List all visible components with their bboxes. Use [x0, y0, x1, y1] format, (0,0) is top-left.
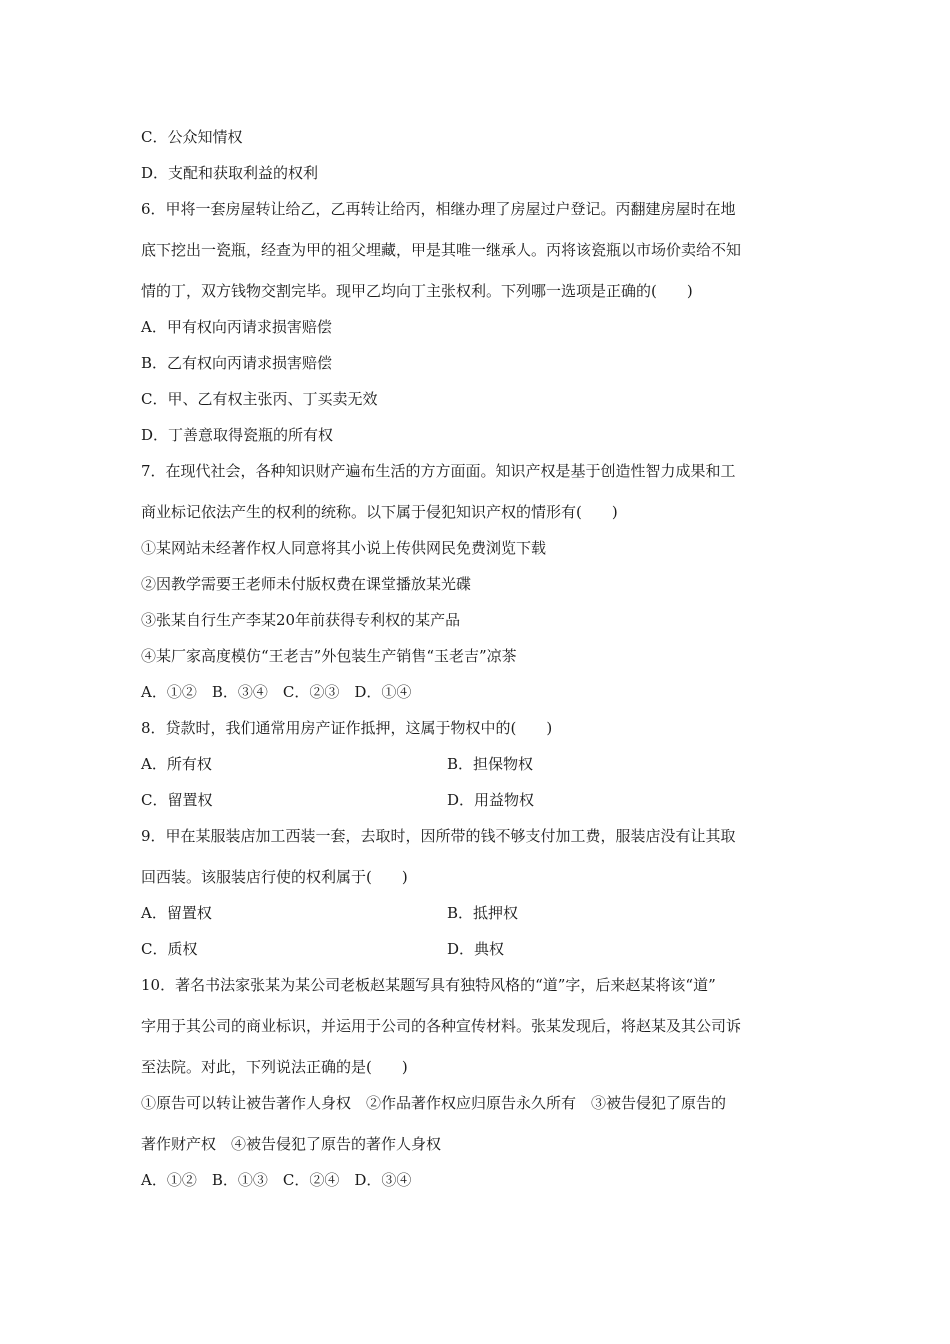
- q8-stem: 8．贷款时，我们通常用房产证作抵押，这属于物权中的( ): [141, 719, 553, 737]
- q10-stem-line-3: 至法院。对此，下列说法正确的是( ): [141, 1058, 408, 1076]
- q5-option-c: C．公众知情权: [141, 128, 243, 146]
- q10-items-line-1: ①原告可以转让被告著作人身权 ②作品著作权应归原告永久所有 ③被告侵犯了原告的: [141, 1094, 727, 1112]
- q7-item-1: ①某网站未经著作权人同意将其小说上传供网民免费浏览下载: [141, 539, 547, 557]
- q5-option-d: D．支配和获取利益的权利: [141, 164, 319, 182]
- q10-stem-line-1: 10．著名书法家张某为某公司老板赵某题写具有独特风格的“道”字，后来赵某将该“道”: [141, 976, 716, 994]
- q6-option-a: A．甲有权向丙请求损害赔偿: [141, 318, 332, 336]
- q6-option-b: B．乙有权向丙请求损害赔偿: [141, 354, 333, 372]
- q10-items-line-2: 著作财产权 ④被告侵犯了原告的著作人身权: [141, 1135, 442, 1153]
- q9-option-c: C．质权: [141, 940, 198, 958]
- q6-stem-line-1: 6．甲将一套房屋转让给乙，乙再转让给丙，相继办理了房屋过户登记。丙翻建房屋时在地: [141, 200, 736, 218]
- q9-stem-line-2: 回西装。该服装店行使的权利属于( ): [141, 868, 408, 886]
- q9-option-d: D．典权: [447, 940, 505, 958]
- q6-option-c: C．甲、乙有权主张丙、丁买卖无效: [141, 390, 378, 408]
- q6-stem-line-2: 底下挖出一瓷瓶，经查为甲的祖父埋藏，甲是其唯一继承人。丙将该瓷瓶以市场价卖给不知: [141, 241, 742, 259]
- q7-answer-options: A．①② B．③④ C．②③ D．①④: [141, 683, 412, 701]
- q8-option-b: B．担保物权: [447, 755, 534, 773]
- q7-stem-line-1: 7．在现代社会，各种知识财产遍布生活的方方面面。知识产权是基于创造性智力成果和工: [141, 462, 736, 480]
- q8-option-c: C．留置权: [141, 791, 213, 809]
- q8-option-d: D．用益物权: [447, 791, 535, 809]
- q10-stem-line-2: 字用于其公司的商业标识，并运用于公司的各种宣传材料。张某发现后，将赵某及其公司诉: [141, 1017, 742, 1035]
- q7-item-3: ③张某自行生产李某20年前获得专利权的某产品: [141, 611, 461, 629]
- q9-option-b: B．抵押权: [447, 904, 519, 922]
- q7-item-4: ④某厂家高度模仿“王老吉”外包装生产销售“玉老吉”凉茶: [141, 647, 517, 665]
- q6-option-d: D．丁善意取得瓷瓶的所有权: [141, 426, 334, 444]
- q7-stem-line-2: 商业标记依法产生的权利的统称。以下属于侵犯知识产权的情形有( ): [141, 503, 618, 521]
- q9-stem-line-1: 9．甲在某服装店加工西装一套，去取时，因所带的钱不够支付加工费，服装店没有让其取: [141, 827, 736, 845]
- q9-option-a: A．留置权: [141, 904, 212, 922]
- q8-option-a: A．所有权: [141, 755, 212, 773]
- q10-answer-options: A．①② B．①③ C．②④ D．③④: [141, 1171, 412, 1189]
- q7-item-2: ②因教学需要王老师未付版权费在课堂播放某光碟: [141, 575, 472, 593]
- q6-stem-line-3: 情的丁，双方钱物交割完毕。现甲乙均向丁主张权利。下列哪一选项是正确的( ): [141, 282, 693, 300]
